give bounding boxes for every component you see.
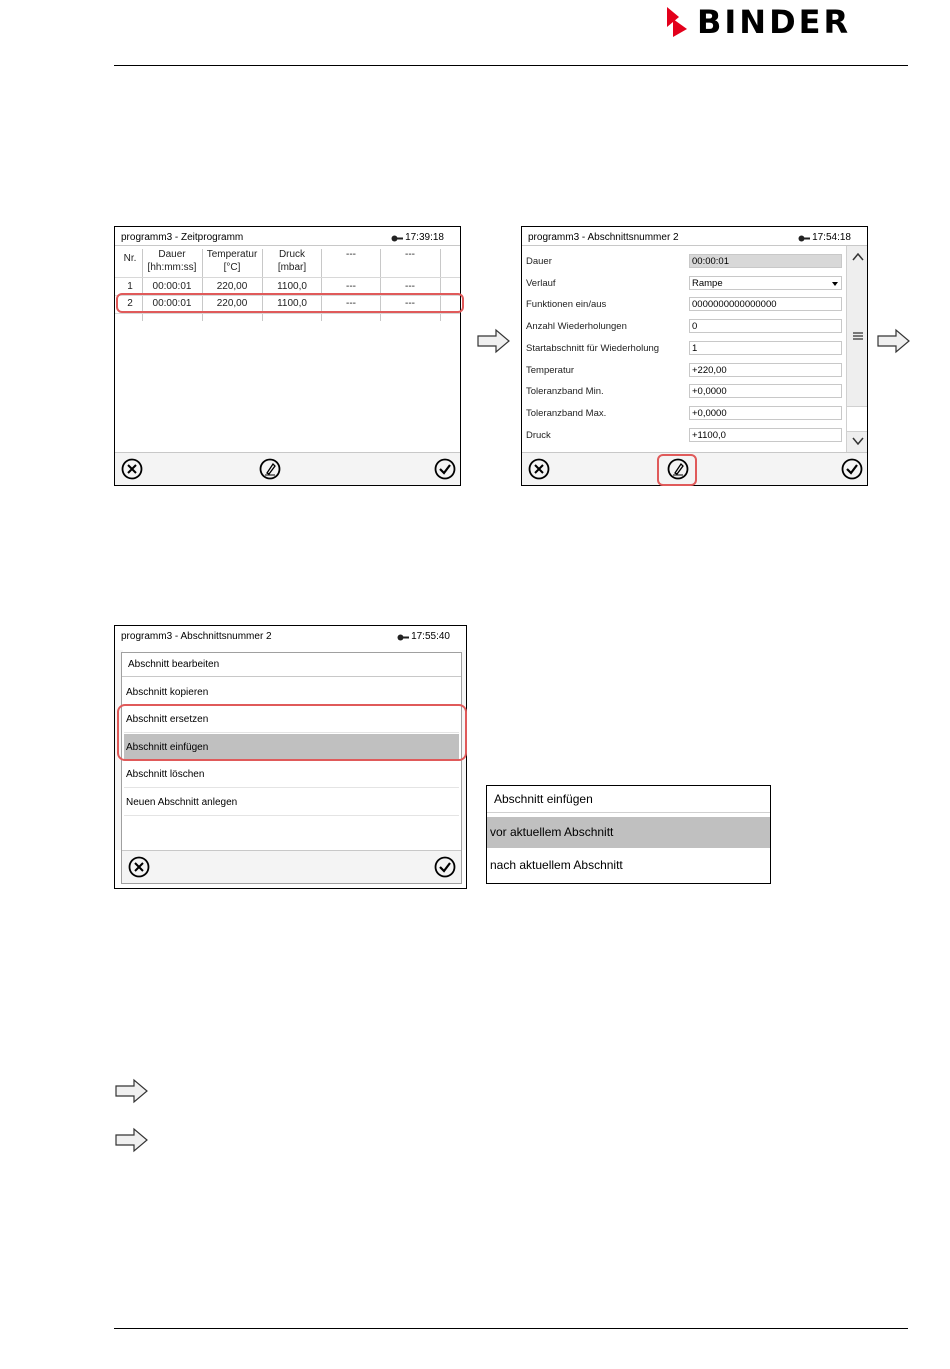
- clock-time: 17:55:40: [411, 631, 450, 642]
- cancel-icon[interactable]: [121, 458, 143, 480]
- druck-field[interactable]: +1100,0: [689, 428, 842, 442]
- edit-menu: [121, 652, 462, 884]
- edit-icon[interactable]: [259, 458, 281, 480]
- arrow-right-icon: [114, 1127, 150, 1153]
- key-icon: [391, 234, 403, 243]
- screen-segment-edit: [521, 226, 868, 486]
- verlauf-value: Rampe: [692, 278, 723, 289]
- col-header-nr: Nr.: [123, 253, 137, 264]
- screen-clock: [391, 229, 444, 247]
- dropdown-arrow-icon: [832, 282, 838, 286]
- col-header-druck: Druck: [278, 249, 306, 260]
- scroll-track: [847, 406, 868, 432]
- cell-druck: 1100,0: [277, 298, 307, 309]
- screen-clock: [798, 229, 851, 247]
- menu-item-copy[interactable]: Abschnitt kopieren: [124, 679, 459, 706]
- cell-empty: ---: [405, 298, 415, 309]
- field-label: Funktionen ein/aus: [526, 299, 607, 310]
- scrollbar[interactable]: [846, 246, 868, 455]
- col-header-temperatur: Temperatur: [206, 249, 258, 260]
- scroll-up-icon[interactable]: [852, 253, 864, 261]
- screen-header: [115, 626, 466, 644]
- insert-popup: [486, 785, 771, 884]
- arrow-right-icon: [114, 1078, 150, 1104]
- arrow-right-icon: [876, 328, 912, 354]
- key-icon: [397, 633, 409, 642]
- cell-druck: 1100,0: [277, 281, 307, 292]
- menu-title: Abschnitt bearbeiten: [122, 653, 461, 677]
- field-label: Toleranzband Max.: [526, 408, 607, 419]
- screen-footer: [115, 452, 460, 485]
- wiederholungen-field[interactable]: 0: [689, 319, 842, 333]
- option-after[interactable]: nach aktuellem Abschnitt: [490, 858, 623, 872]
- cancel-icon[interactable]: [528, 458, 550, 480]
- col-header-dauer-unit: [hh:mm:ss]: [147, 262, 197, 273]
- row-highlight: [116, 293, 464, 313]
- clock-time: 17:54:18: [812, 232, 851, 243]
- cell-nr: 1: [127, 281, 133, 292]
- screen-clock: [397, 628, 450, 646]
- option-before[interactable]: vor aktuellem Abschnitt: [487, 817, 770, 848]
- menu-footer: [122, 850, 461, 883]
- dauer-field[interactable]: 00:00:01: [689, 254, 842, 268]
- header-rule: [114, 65, 908, 66]
- menu-highlight: [117, 704, 467, 761]
- screen-program-table: [114, 226, 461, 486]
- screen-title: programm3 - Zeitprogramm: [121, 232, 244, 243]
- cell-dauer: 00:00:01: [152, 298, 192, 309]
- col-header-empty-2: ---: [405, 249, 415, 260]
- arrow-right-icon: [476, 328, 512, 354]
- field-label: Druck: [526, 430, 551, 441]
- brand-name: BINDER: [697, 3, 852, 41]
- key-icon: [798, 234, 810, 243]
- toleranz-max-field[interactable]: +0,0000: [689, 406, 842, 420]
- cell-temperatur: 220,00: [216, 281, 248, 292]
- field-label: Dauer: [526, 256, 552, 267]
- temperatur-field[interactable]: +220,00: [689, 363, 842, 377]
- clock-time: 17:39:18: [405, 232, 444, 243]
- menu-item-new[interactable]: Neuen Abschnitt anlegen: [124, 789, 459, 816]
- cell-empty: ---: [346, 298, 356, 309]
- confirm-icon[interactable]: [434, 458, 456, 480]
- screen-header: [115, 227, 460, 246]
- field-label: Anzahl Wiederholungen: [526, 321, 627, 332]
- scroll-handle-icon[interactable]: [852, 332, 864, 340]
- screen-title: programm3 - Abschnittsnummer 2: [121, 631, 272, 642]
- toleranz-min-field[interactable]: +0,0000: [689, 384, 842, 398]
- field-label: Verlauf: [526, 278, 556, 289]
- header-divider: [115, 277, 460, 278]
- col-header-druck-unit: [mbar]: [277, 262, 307, 273]
- cancel-icon[interactable]: [128, 856, 150, 878]
- screen-header: [522, 227, 867, 246]
- edit-button-highlight: [657, 454, 697, 486]
- cell-nr: 2: [127, 298, 133, 309]
- binder-logo: [667, 5, 851, 39]
- verlauf-select[interactable]: [689, 276, 842, 290]
- field-label: Toleranzband Min.: [526, 386, 604, 397]
- funktionen-field[interactable]: 0000000000000000: [689, 297, 842, 311]
- row-divider: [115, 313, 460, 314]
- cell-temperatur: 220,00: [216, 298, 248, 309]
- footer-rule: [114, 1328, 908, 1329]
- cell-empty: ---: [405, 281, 415, 292]
- menu-item-delete[interactable]: Abschnitt löschen: [124, 761, 459, 788]
- confirm-icon[interactable]: [841, 458, 863, 480]
- screen-title: programm3 - Abschnittsnummer 2: [528, 232, 679, 243]
- startabschnitt-field[interactable]: 1: [689, 341, 842, 355]
- binder-logo-mark-icon: [667, 7, 691, 37]
- col-header-temperatur-unit: [°C]: [223, 262, 241, 273]
- col-header-dauer: Dauer: [158, 249, 186, 260]
- field-label: Temperatur: [526, 365, 575, 376]
- cell-dauer: 00:00:01: [152, 281, 192, 292]
- confirm-icon[interactable]: [434, 856, 456, 878]
- field-label: Startabschnitt für Wiederholung: [526, 343, 660, 354]
- menu-item-replace[interactable]: Abschnitt ersetzen: [124, 706, 459, 733]
- scroll-down-icon[interactable]: [852, 437, 864, 445]
- col-header-empty-1: ---: [346, 249, 356, 260]
- menu-item-insert[interactable]: Abschnitt einfügen: [124, 734, 459, 761]
- cell-empty: ---: [346, 281, 356, 292]
- popup-title: Abschnitt einfügen: [487, 786, 770, 813]
